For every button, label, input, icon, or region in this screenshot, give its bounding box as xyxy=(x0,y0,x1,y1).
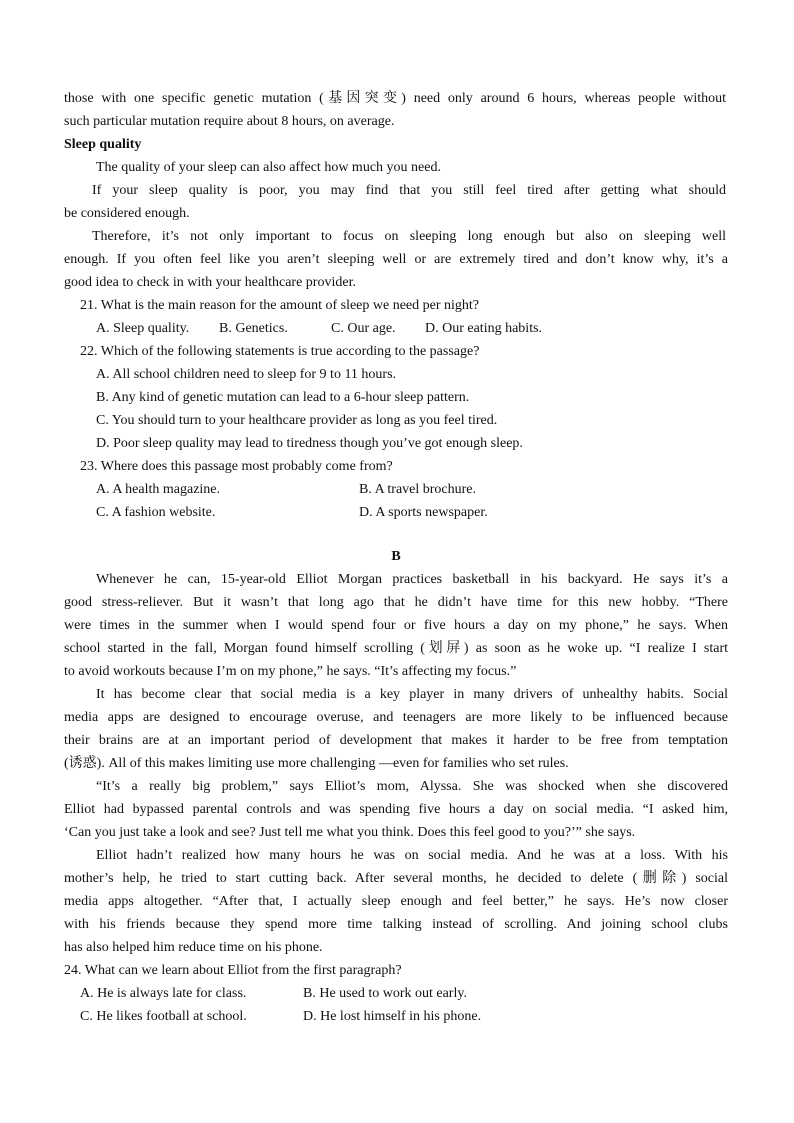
passage-line: be considered enough. xyxy=(64,206,190,221)
passage-line: mother’s help, he tried to start cutting back. After several months, he decided to delete (删除) social xyxy=(64,871,728,886)
option-21-d[interactable]: D. Our eating habits. xyxy=(425,321,543,336)
passage-line: those with one specific genetic mutation (基因突变) need only around 6 hours, whereas people without xyxy=(64,91,726,106)
passage-line: If your sleep quality is poor, you may find that you still feel tired after getting what should xyxy=(92,183,726,198)
option-23-a[interactable]: A. A health magazine. xyxy=(96,482,221,497)
passage-line: Whenever he can, 15-year-old Elliot Morgan practices basketball in his backyard. He says it’s a xyxy=(96,572,728,587)
passage-line: Elliot hadn’t realized how many hours he was on social media. And he was at a loss. With his xyxy=(96,848,728,863)
question-22-stem: 22. Which of the following statements is true according to the passage? xyxy=(80,344,480,359)
question-21-stem: 21. What is the main reason for the amount of sleep we need per night? xyxy=(80,298,480,313)
passage-line: The quality of your sleep can also affect how much you need. xyxy=(96,160,441,175)
passage-line: media apps altogether. “After that, I actually sleep enough and feel better,” he says. He’s now closer xyxy=(64,894,728,909)
passage-line: good idea to check in with your healthcare provider. xyxy=(64,275,356,290)
question-24-stem: 24. What can we learn about Elliot from the first paragraph? xyxy=(64,963,402,978)
passage-line: has also helped him reduce time on his phone. xyxy=(64,940,323,955)
passage-line: Therefore, it’s not only important to focus on sleeping long enough but also on sleeping well xyxy=(92,229,726,244)
passage-line: to avoid workouts because I’m on my phone,” he says. “It’s affecting my focus.” xyxy=(64,664,517,679)
passage-line: with his friends because they spend more time talking instead of scrolling. And joining school clubs xyxy=(64,917,728,932)
passage-line: their brains are at an important period of development that makes it harder to be free from temptation xyxy=(64,733,728,748)
passage-line: school started in the fall, Morgan found himself scrolling (划屏) as soon as he woke up. “I realize I start xyxy=(64,641,728,656)
option-24-c[interactable]: C. He likes football at school. xyxy=(80,1009,247,1024)
option-22-c[interactable]: C. You should turn to your healthcare provider as long as you feel tired. xyxy=(96,413,498,428)
passage-line: It has become clear that social media is a key player in many drivers of unhealthy habits. Social xyxy=(96,687,728,702)
passage-line: ‘Can you just take a look and see? Just tell me what you think. Does this feel good to you?’” she says. xyxy=(64,825,636,840)
option-21-c[interactable]: C. Our age. xyxy=(331,321,396,336)
option-22-d[interactable]: D. Poor sleep quality may lead to tiredness though you’ve got enough sleep. xyxy=(96,436,523,451)
option-23-d[interactable]: D. A sports newspaper. xyxy=(359,505,488,520)
option-21-a[interactable]: A. Sleep quality. xyxy=(96,321,190,336)
section-label: B xyxy=(391,549,401,564)
option-24-d[interactable]: D. He lost himself in his phone. xyxy=(303,1009,482,1024)
passage-line: (诱惑). All of this makes limiting use more challenging —even for families who set rules. xyxy=(64,756,569,771)
passage-line: were times in the summer when I would spend four or five hours a day on my phone,” he says. When xyxy=(64,618,728,633)
option-21-b[interactable]: B. Genetics. xyxy=(219,321,288,336)
option-23-c[interactable]: C. A fashion website. xyxy=(96,505,216,520)
option-23-b[interactable]: B. A travel brochure. xyxy=(359,482,477,497)
option-24-b[interactable]: B. He used to work out early. xyxy=(303,986,467,1001)
passage-line: good stress-reliever. But it wasn’t that long ago that he didn’t have time for this new hobby. “There xyxy=(64,595,728,610)
question-23-stem: 23. Where does this passage most probably come from? xyxy=(80,459,393,474)
passage-line: enough. If you often feel like you aren’t sleeping well or are extremely tired and don’t know why, it’s a xyxy=(64,252,728,267)
option-22-b[interactable]: B. Any kind of genetic mutation can lead to a 6-hour sleep pattern. xyxy=(96,390,470,405)
passage-line: Elliot had bypassed parental controls and was spending five hours a day on social media. “I asked him, xyxy=(64,802,728,817)
passage-line: such particular mutation require about 8 hours, on average. xyxy=(64,114,395,129)
option-24-a[interactable]: A. He is always late for class. xyxy=(80,986,247,1001)
passage-line: media apps are designed to encourage overuse, and teenagers are more likely to be influenced because xyxy=(64,710,728,725)
option-22-a[interactable]: A. All school children need to sleep for 9 to 11 hours. xyxy=(96,367,397,382)
section-heading: Sleep quality xyxy=(64,137,142,152)
passage-line: “It’s a really big problem,” says Elliot’s mom, Alyssa. She was shocked when she discovered xyxy=(96,779,728,794)
